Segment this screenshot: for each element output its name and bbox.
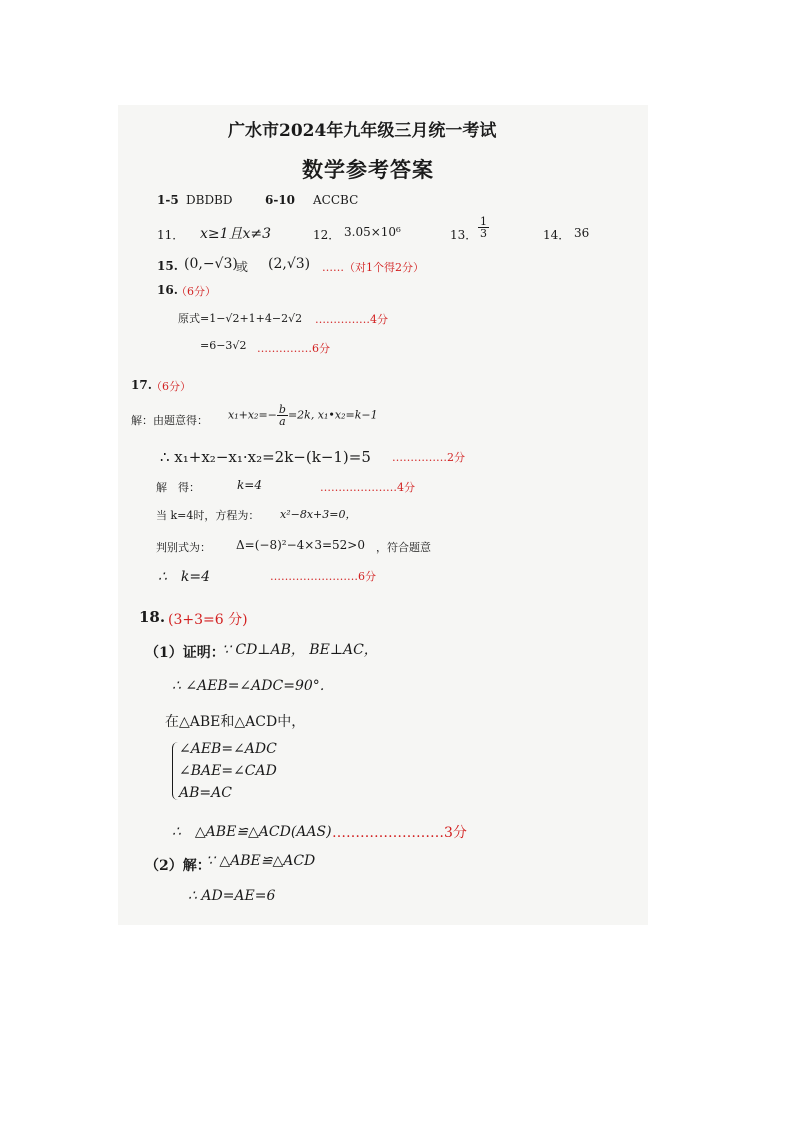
- q18-system-line-1: ∠AEB=∠ADC: [179, 741, 277, 757]
- q17-solve-2-value: k=4: [237, 478, 262, 492]
- q18-part1-step: ∴ ∠AEB=∠ADC=90°．: [172, 678, 334, 694]
- q13-number: 13．: [450, 228, 478, 242]
- q18-score-3: ……………………3分: [332, 825, 467, 841]
- q15-score-note: ……（对1个得2分）: [322, 261, 424, 274]
- q14-number: 14．: [543, 228, 571, 242]
- q17-score-4: …………………4分: [320, 481, 415, 494]
- q13-numerator: 1: [480, 215, 487, 228]
- q17-solve-2-label: 解 得：: [156, 481, 200, 494]
- q17-discriminant-label: 判别式为：: [156, 541, 211, 554]
- q17-score-6: ……………………6分: [270, 570, 376, 583]
- q15-number: 15.: [157, 259, 178, 273]
- q16-score-2: ……………6分: [257, 342, 330, 355]
- q18-system-line-2: ∠BAE=∠CAD: [179, 763, 277, 779]
- q12-answer: 3.05×10⁶: [344, 225, 401, 239]
- q18-part1-given: ∵ CD⊥AB， BE⊥AC，: [222, 642, 378, 658]
- q15-or: 或: [236, 260, 249, 274]
- q17-number: 17.: [131, 378, 152, 392]
- q18-part1-conclusion: ∴ △ABE≌△ACD(AAS): [172, 824, 332, 840]
- q16-score-1: ……………4分: [315, 313, 388, 326]
- q16-points: （6分）: [176, 285, 216, 298]
- q17-vieta-right: =2k, x₁•x₂=k−1: [287, 408, 378, 422]
- q18-number: 18.: [139, 608, 166, 626]
- q18-part1-label: （1）证明：: [145, 645, 225, 661]
- q17-solve-label: 解：由题意得：: [131, 414, 208, 427]
- q17-conclusion: ∴ k=4: [158, 569, 211, 585]
- q17-equation: x²−8x+3=0，: [280, 508, 357, 521]
- q18-system-line-3: AB=AC: [179, 785, 232, 801]
- q17-points: （6分）: [151, 380, 191, 393]
- q6-10-label: 6-10: [265, 193, 296, 207]
- q18-points: (3+3=6 分): [168, 612, 248, 628]
- q18-part1-in: 在△ABE和△ACD中，: [165, 714, 306, 730]
- q17-step-2: ∴ x₁+x₂−x₁·x₂=2k−(k−1)=5: [160, 448, 371, 466]
- q17-vieta-left: x₁+x₂=−: [228, 408, 277, 422]
- q11-answer: x≥1且x≠3: [200, 226, 272, 242]
- exam-title: 广水市2024年九年级三月统一考试: [228, 121, 497, 141]
- answer-key-title: 数学参考答案: [302, 157, 434, 182]
- q17-discriminant: Δ=(−8)²−4×3=52>0: [236, 538, 365, 552]
- system-brace: [172, 742, 179, 800]
- q16-step-1: 原式=1−√2+1+4−2√2: [178, 312, 303, 325]
- q17-when: 当 k=4时，方程为：: [156, 509, 260, 522]
- q16-number: 16.: [157, 283, 178, 297]
- q6-10-answers: ACCBC: [313, 193, 359, 207]
- q17-vieta-numerator: b: [278, 403, 286, 416]
- q17-vieta-equation: [228, 404, 378, 427]
- q1-5-label: 1-5: [157, 193, 179, 207]
- q11-number: 11．: [157, 228, 185, 242]
- q17-score-2: ……………2分: [392, 451, 465, 464]
- q13-denominator: 3: [480, 227, 487, 240]
- q17-discriminant-note: ，符合题意: [376, 541, 431, 554]
- q15-answer-1: (0,−√3): [184, 256, 238, 272]
- q16-step-2: =6−3√2: [200, 339, 247, 352]
- q15-answer-2: (2,√3): [268, 256, 311, 272]
- q17-vieta-denominator: a: [279, 415, 286, 428]
- q1-5-answers: DBDBD: [186, 193, 233, 207]
- q14-answer: 36: [574, 226, 590, 240]
- q13-answer: [478, 216, 489, 239]
- q12-number: 12．: [313, 228, 341, 242]
- q18-part2-conclusion: ∴ AD=AE=6: [188, 888, 276, 904]
- q18-part2-given: ∵ △ABE≌△ACD: [206, 853, 316, 869]
- q18-part2-label: （2）解：: [145, 858, 211, 874]
